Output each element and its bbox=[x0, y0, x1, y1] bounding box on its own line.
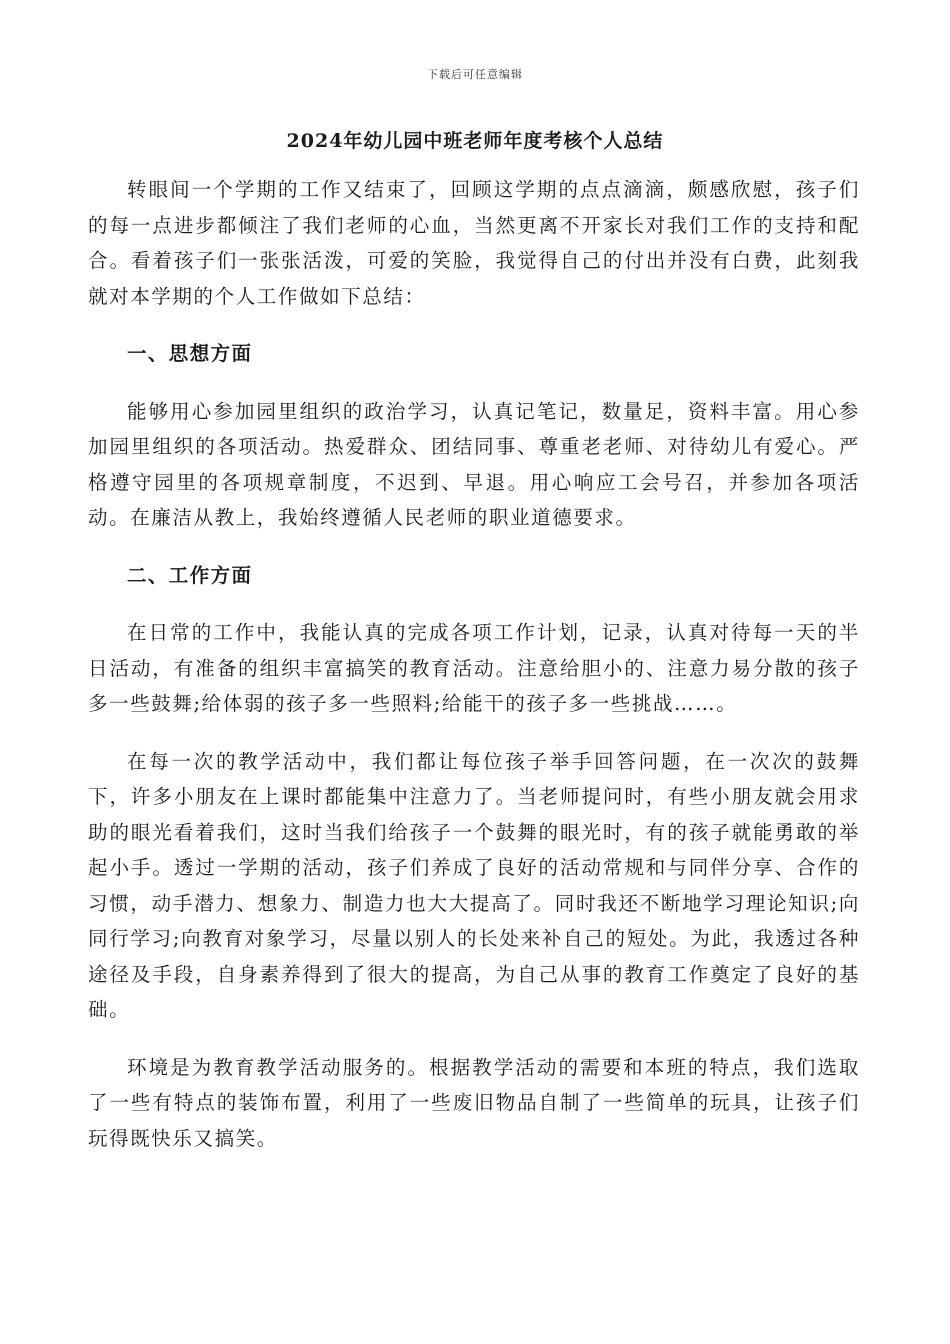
document-body bbox=[88, 172, 860, 1178]
work-paragraph-3: 环境是为教育教学活动服务的。根据教学活动的需要和本班的特点，我们选取了一些有特点的装饰布置，利用了一些废旧物品自制了一些简单的玩具，让孩子们玩得既快乐又搞笑。 bbox=[88, 1055, 860, 1150]
document-title: 2024年幼儿园中班老师年度考核个人总结 bbox=[286, 130, 664, 152]
section-heading-ideology: 一、思想方面 bbox=[127, 342, 253, 365]
ideology-paragraph: 能够用心参加园里组织的政治学习，认真记笔记，数量足，资料丰富。用心参加园里组织的各项活动。热爱群众、团结同事、尊重老老师、对待幼儿有爱心。严格遵守园里的各项规章制度，不迟到、早退。用心响应工会号召，并参加各项活动。在廉洁从教上，我始终遵循人民老师的职业道德要求。 bbox=[88, 399, 860, 529]
intro-paragraph: 转眼间一个学期的工作又结束了，回顾这学期的点点滴滴，颇感欣慰，孩子们的每一点进步都倾注了我们老师的心血，当然更离不开家长对我们工作的支持和配合。看着孩子们一张张活泼，可爱的笑脸，我觉得自己的付出并没有白费，此刻我就对本学期的个人工作做如下总结： bbox=[88, 178, 860, 308]
work-paragraph-2: 在每一次的教学活动中，我们都让每位孩子举手回答问题，在一次次的鼓舞下，许多小朋友在上课时都能集中注意力了。当老师提问时，有些小朋友就会用求助的眼光看着我们，这时当我们给孩子一个鼓舞的眼光时，有的孩子就能勇敢的举起小手。透过一学期的活动，孩子们养成了良好的活动常规和与同伴分享、合作的习惯，动手潜力、想象力、制造力也大大提高了。同时我还不断地学习理论知识;向同行学习;向教育对象学习，尽量以别人的长处来补自己的短处。为此，我透过各种途径及手段，自身素养得到了很大的提高，为自己从事的教育工作奠定了良好的基础。 bbox=[88, 749, 860, 1021]
work-paragraph-1: 在日常的工作中，我能认真的完成各项工作计划，记录，认真对待每一天的半日活动，有准备的组织丰富搞笑的教育活动。注意给胆小的、注意力易分散的孩子多一些鼓舞;给体弱的孩子多一些照料;给能干的孩子多一些挑战……。 bbox=[88, 621, 860, 715]
header-note: 下载后可任意编辑 bbox=[427, 68, 523, 81]
section-heading-work: 二、工作方面 bbox=[127, 563, 253, 587]
